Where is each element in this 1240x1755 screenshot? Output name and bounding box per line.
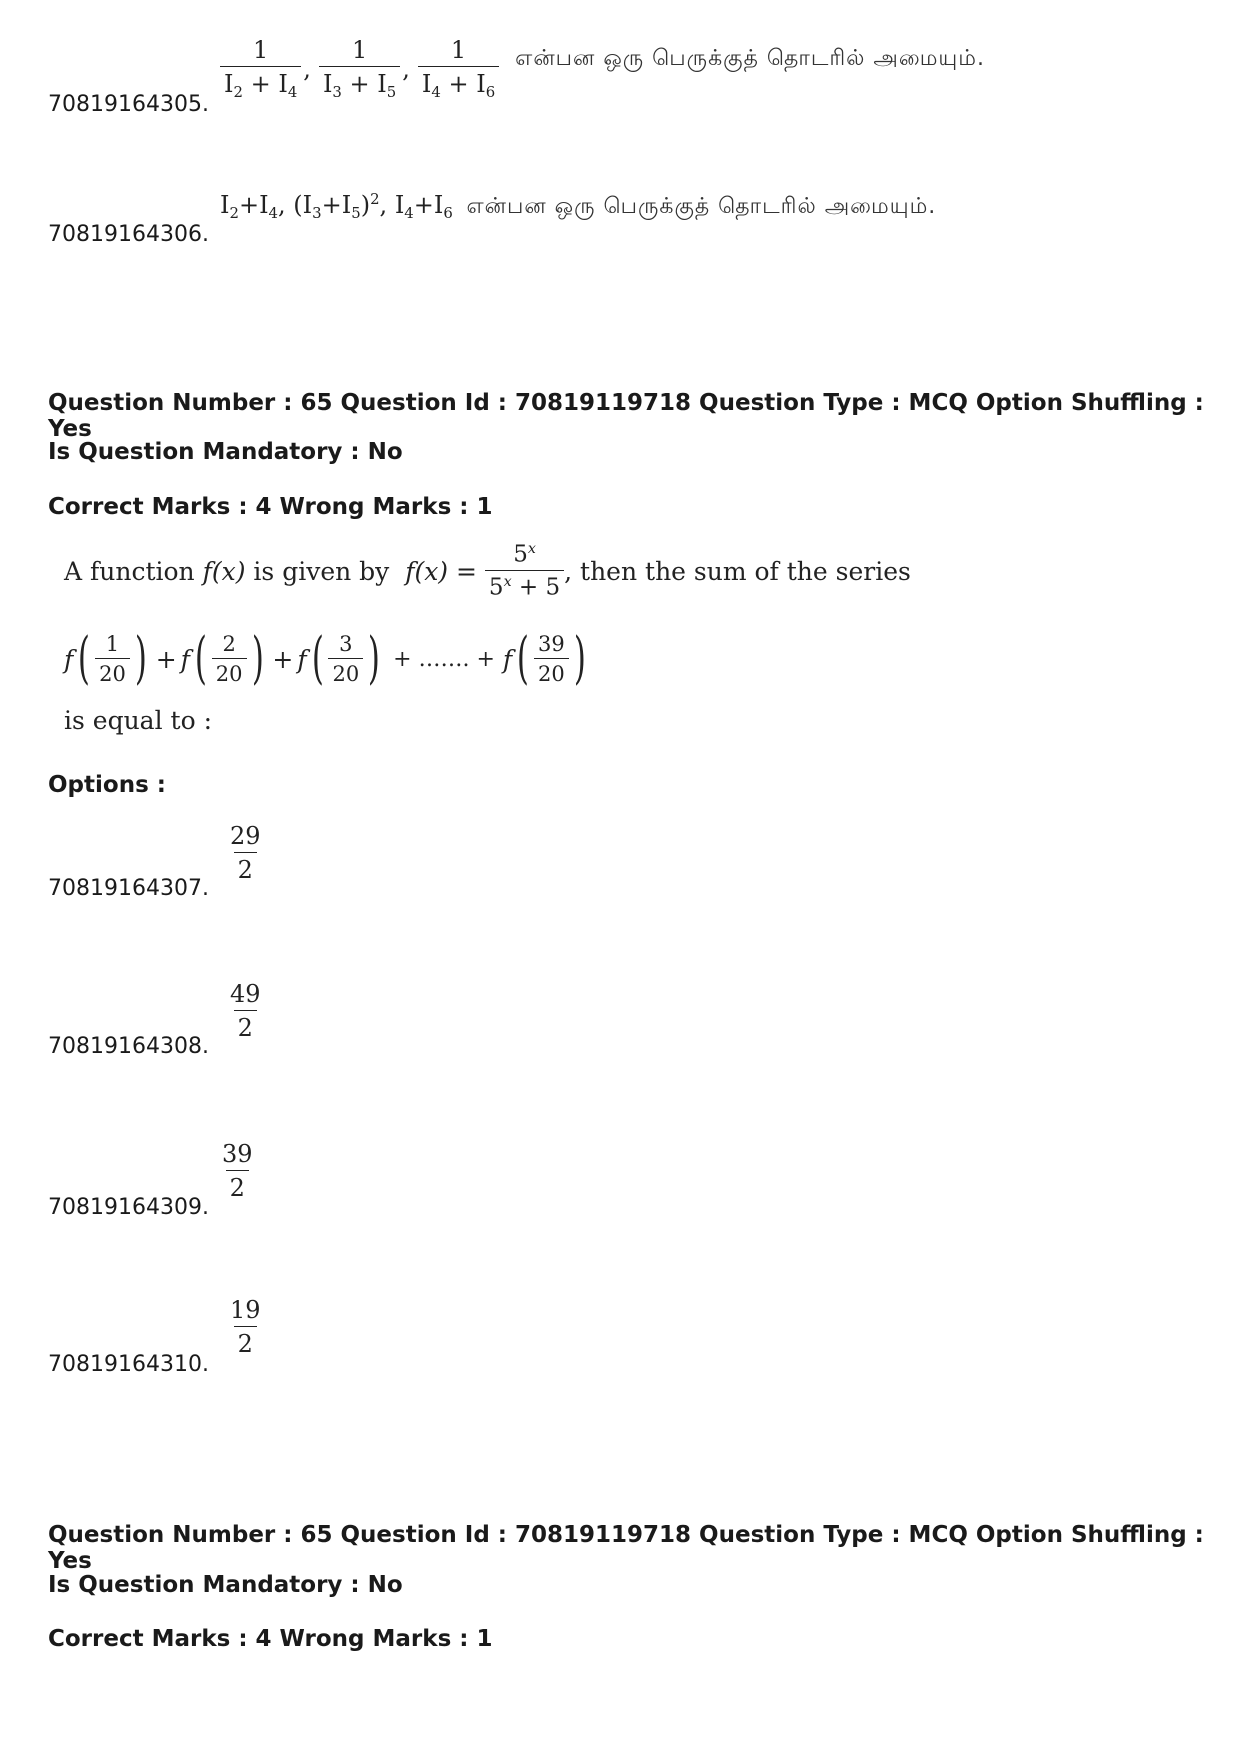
- option-fraction: $\frac{29}{2}$: [230, 822, 261, 884]
- prev-option-305: [48, 36, 1198, 116]
- options-label: Options :: [48, 772, 166, 798]
- option-id: 70819164306.: [48, 222, 209, 247]
- option-310[interactable]: [48, 1296, 448, 1396]
- option-fraction: $\frac{39}{2}$: [222, 1140, 253, 1202]
- option-307[interactable]: [48, 822, 448, 922]
- stem-equal: is equal to :: [64, 706, 212, 735]
- prev-option-306: [48, 190, 1198, 250]
- question-meta-line2: Is Question Mandatory : No: [48, 439, 403, 465]
- tamil-text: என்பன ஒரு பெருக்குத் தொடரில் அமையும்.: [515, 45, 985, 71]
- question-stem: [64, 536, 964, 735]
- fraction: $\frac{1}{I_4 + I_6}$: [418, 36, 499, 101]
- series-term: f ( $\frac{2}{20}$ ): [180, 626, 264, 691]
- option-id: 70819164309.: [48, 1195, 209, 1220]
- stem-series: f ( $\frac{1}{20}$ ) + f ( $\frac{2}{20}$ ) + f ( $\frac{3}{20}$ ) + ……. + f ( $\frac{39}{20}$ ): [64, 614, 964, 704]
- option-id: 70819164310.: [48, 1352, 209, 1377]
- option-formula: $\frac{1}{I_2 + I_4}$ , $\frac{1}{I_3 + I_5}$ , $\frac{1}{I_4 + I_6}$ என்பன ஒரு பெருக்குத் தொடரில் அமையும்.: [220, 36, 985, 101]
- option-fraction: $\frac{19}{2}$: [230, 1296, 261, 1358]
- series-term: f ( $\frac{39}{20}$ ): [502, 626, 586, 691]
- option-id: 70819164305.: [48, 92, 209, 117]
- function-fraction: $\frac{5^x}{5^x + 5}$: [485, 541, 564, 600]
- fraction: $\frac{1}{I_2 + I_4}$: [220, 36, 301, 101]
- option-id: 70819164308.: [48, 1034, 209, 1059]
- option-309[interactable]: [48, 1140, 448, 1240]
- next-question-meta-line1: Question Number : 65 Question Id : 70819119718 Question Type : MCQ Option Shuffling : Yes: [48, 1522, 1204, 1574]
- next-question-meta-line2: Is Question Mandatory : No: [48, 1572, 403, 1598]
- option-id: 70819164307.: [48, 876, 209, 901]
- stem-line1: A function f(x) is given by f(x) = $\frac{5^x}{5^x + 5}$ , then the sum of the series: [64, 541, 911, 601]
- series-term: f ( $\frac{1}{20}$ ): [64, 626, 147, 691]
- question-meta-line1: Question Number : 65 Question Id : 70819119718 Question Type : MCQ Option Shuffling : Yes: [48, 390, 1204, 442]
- fraction: $\frac{1}{I_3 + I_5}$: [319, 36, 400, 101]
- option-fraction: $\frac{49}{2}$: [230, 980, 261, 1042]
- option-formula: $I_2+I_4$, $(I_3+I_5)^2$, $I_4+I_6$ என்பன ஒரு பெருக்குத் தொடரில் அமையும்.: [220, 190, 937, 223]
- next-question-meta-line3: Correct Marks : 4 Wrong Marks : 1: [48, 1626, 493, 1652]
- series-term: f ( $\frac{3}{20}$ ): [297, 626, 381, 691]
- question-meta-line3: Correct Marks : 4 Wrong Marks : 1: [48, 494, 493, 520]
- tamil-text: என்பன ஒரு பெருக்குத் தொடரில் அமையும்.: [466, 193, 937, 219]
- option-308[interactable]: [48, 980, 448, 1080]
